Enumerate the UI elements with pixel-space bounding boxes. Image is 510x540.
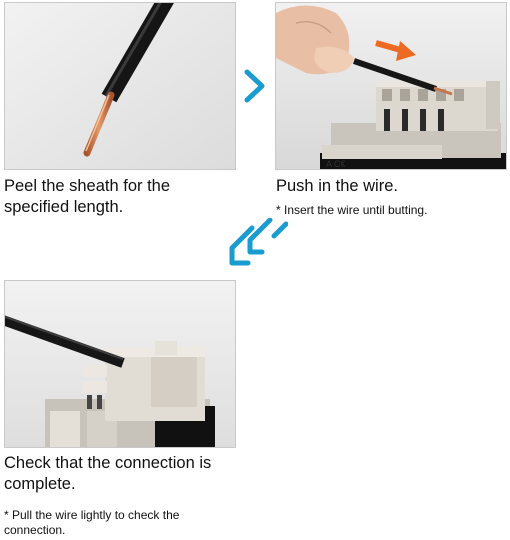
stripped-wire-image xyxy=(5,3,235,169)
step-3-note: * Pull the wire lightly to check the connection. xyxy=(4,508,180,537)
step-2-caption: Push in the wire. xyxy=(276,177,398,195)
svg-text:A C€: A C€ xyxy=(326,159,346,169)
step-1-photo xyxy=(4,2,236,170)
connection-check-image xyxy=(5,281,235,447)
push-wire-image xyxy=(276,3,506,169)
step-2-photo xyxy=(275,2,507,170)
step-3-caption: Check that the connection is complete. xyxy=(4,454,212,493)
step-1-caption: Peel the sheath for the specified length. xyxy=(4,177,171,216)
step-3-photo xyxy=(4,280,236,448)
double-chevron-down-left-icon xyxy=(222,218,288,268)
chevron-right-icon xyxy=(242,68,268,104)
step-2-note: * Insert the wire until butting. xyxy=(276,203,428,217)
